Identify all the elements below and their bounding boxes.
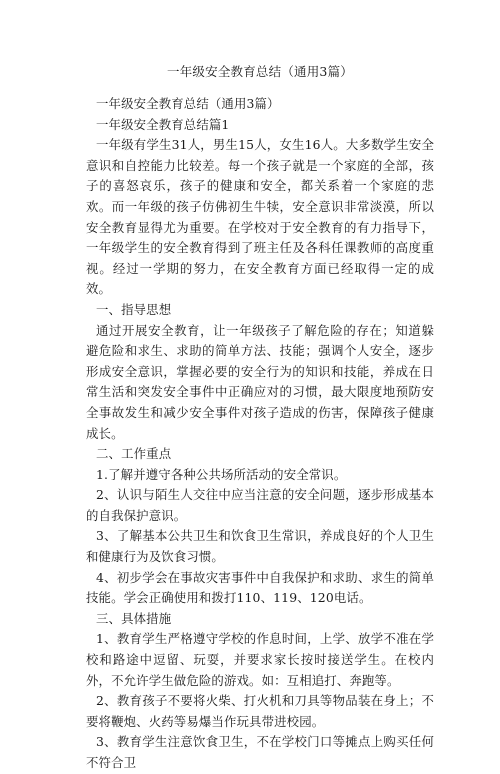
measures-item-2: 2、教育孩子不要将火柴、打火机和刀具等物品装在身上；不要将鞭炮、火药等易爆当作玩具带进校园。 — [86, 693, 434, 729]
document-title: 一年级安全教育总结（通用3篇） — [167, 64, 353, 79]
section-heading-measures: 三、具体措施 — [96, 610, 172, 626]
intro-paragraph: 一年级有学生31人，男生15人，女生16人。大多数学生安全意识和自控能力比较差。每一个孩子就是一个家庭的全部，孩子的喜怒哀乐，孩子的健康和安全，都关系着一个家庭的悲欢。而一年级的孩子仿佛初生牛犊，安全意识非常淡漠，所以安全教育显得尤为重要。在学校对于安全教育的有力指导下，一年级学生的安全教育得到了班主任及各科任课教师的高度重视。经过一学期的努力，在安全教育方面已经取得一定的成效。 — [86, 137, 434, 297]
section-heading-work-focus: 二、工作重点 — [96, 446, 172, 462]
work-focus-item-3: 3、了解基本公共卫生和饮食卫生常识，养成良好的个人卫生和健康行为及饮食习惯。 — [86, 528, 434, 565]
doc-heading: 一年级安全教育总结（通用3篇） — [96, 96, 280, 111]
guiding-ideas-paragraph: 通过开展安全教育，让一年级孩子了解危险的存在；知道躲避危险和求生、求助的简单方法、技能；强调个人安全，逐步形成安全意识，掌握必要的安全行为的知识和技能，养成在日常生活和突发安全事件中正确应对的习惯，最大限度地预防安全事故发生和减少安全事件对孩子造成的伤害，保障孩子健康成长。 — [86, 322, 434, 441]
article-heading: 一年级安全教育总结篇1 — [96, 116, 230, 132]
work-focus-item-4: 4、初步学会在事故灾害事件中自我保护和求助、求生的简单技能。学会正确使用和拨打110、119、120电话。 — [86, 569, 434, 606]
section-heading-guiding-ideas: 一、指导思想 — [96, 301, 172, 317]
work-focus-item-2: 2、认识与陌生人交往中应当注意的安全问题，逐步形成基本的自我保护意识。 — [86, 487, 434, 523]
work-focus-item-1: 1.了解并遵守各种公共场所活动的安全常识。 — [96, 466, 347, 482]
measures-item-1: 1、教育学生严格遵守学校的作息时间，上学、放学不准在学校和路途中逗留、玩耍，并要求家长按时接送学生。在校内外，不允许学生做危险的游戏。如：互相追打、奔跑等。 — [86, 631, 434, 688]
measures-item-3: 3、教育学生注意饮食卫生，不在学校门口等摊点上购买任何不符合卫 — [86, 734, 434, 770]
